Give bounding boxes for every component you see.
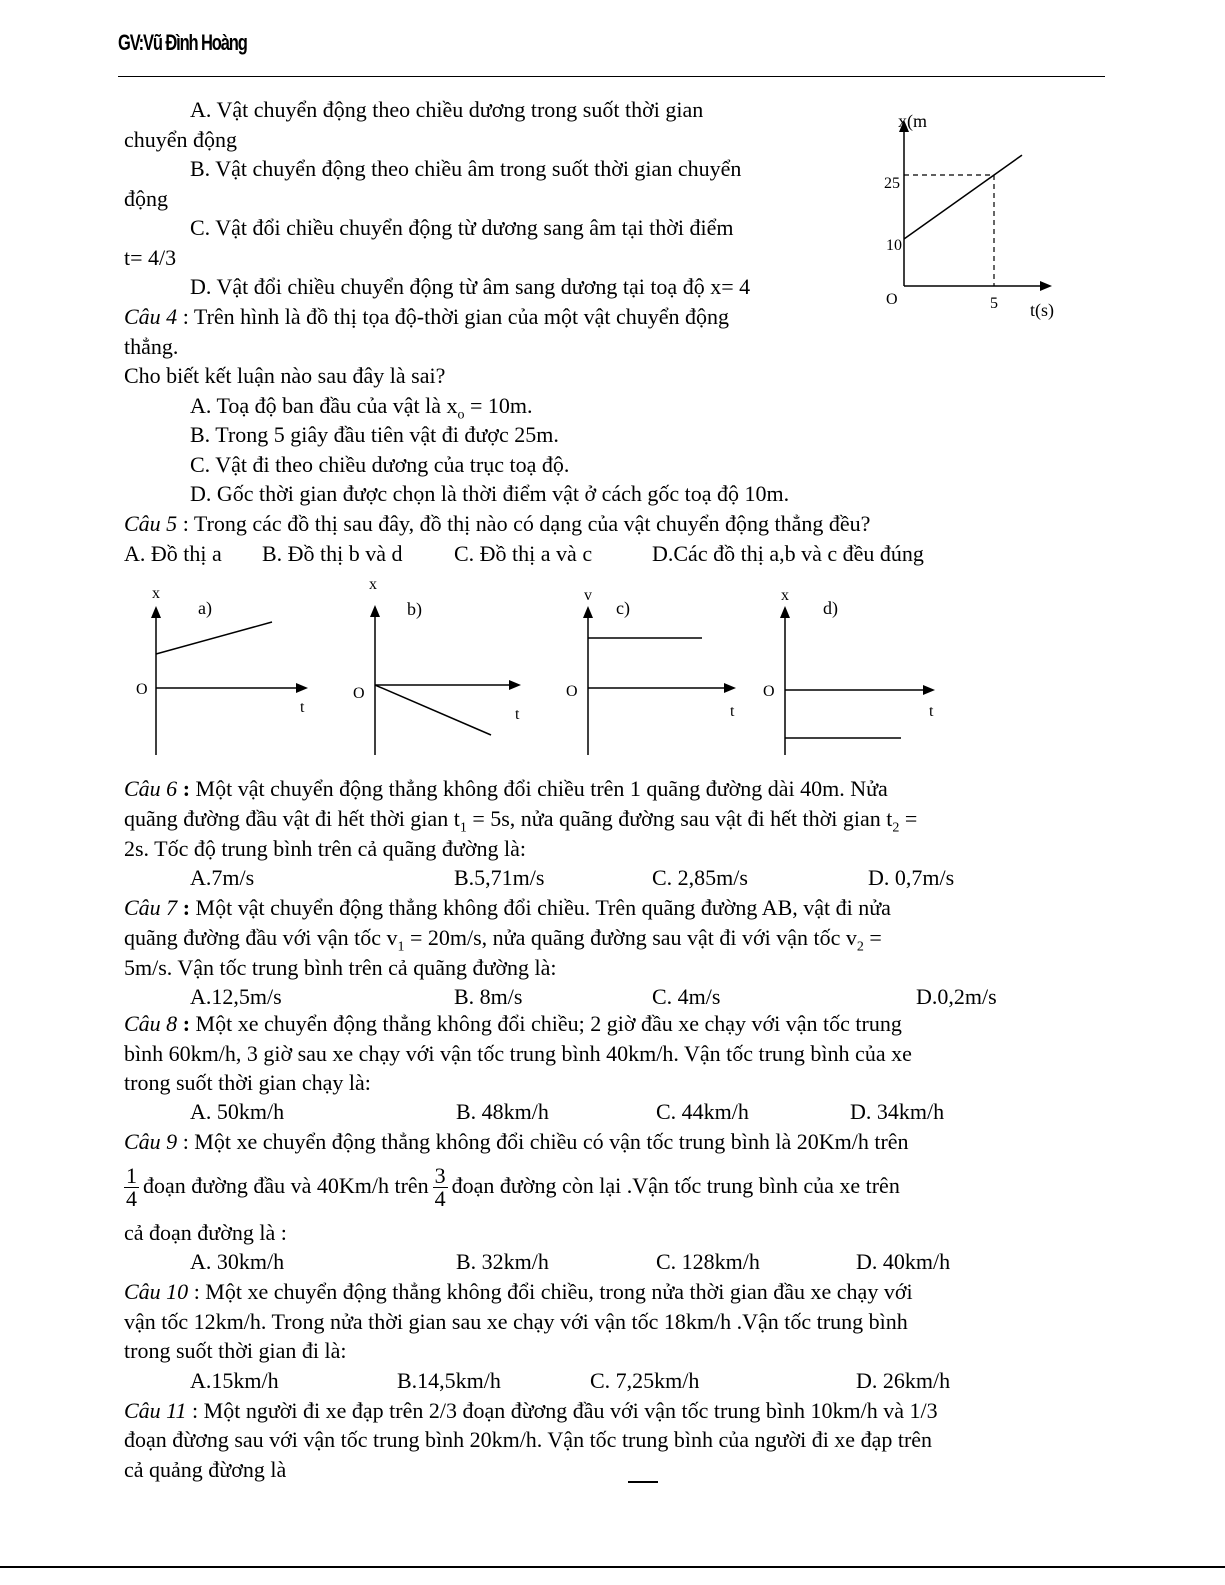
q4-option-a-sub: o [457,407,465,423]
q7-sub1: 1 [397,939,405,955]
q6-label: Câu 6 [124,776,178,801]
q11-label: Câu 11 [124,1398,187,1423]
q11-text-1-body: : Một người đi xe đạp trên 2/3 đoạn đừơng đầu với vận tốc trung bình 10km/h và 1/3 [186,1398,938,1423]
q4-text-2: thẳng. [124,334,179,359]
q9-text-2a: đoạn đường đầu và 40Km/h trên [143,1173,429,1198]
q9-option-c: C. 128km/h [656,1249,760,1274]
q5b-origin: O [353,685,365,702]
q8-text-1 [124,1011,902,1037]
q5d-y-label: x [781,587,789,604]
q5-text-body: : Trong các đồ thị sau đây, đồ thị nào có dạng của vật chuyển động thẳng đều? [177,511,871,536]
header-rule [118,76,1105,77]
q5d-y-arrow [780,606,790,618]
q5d-tag: d) [823,598,838,618]
q6-text-1-body: Một vật chuyển động thẳng không đổi chiều trên 1 quãng đường dài 40m. Nửa [190,776,888,801]
q5d-x-label: t [929,703,934,720]
q10-text-1 [124,1279,913,1305]
q9-fraction-2-num: 3 [434,1163,446,1189]
q4-text-3: Cho biết kết luận nào sau đây là sai? [124,363,446,388]
q4-option-a-pre: A. Toạ độ ban đầu của vật là x [190,393,458,418]
q8-option-a: A. 50km/h [190,1099,285,1124]
q9-text-1-body: : Một xe chuyển động thẳng không đổi chiều có vận tốc trung bình là 20Km/h trên [177,1129,909,1154]
q5c-y-label: v [584,587,592,604]
q10-option-c: C. 7,25km/h [590,1368,700,1393]
q6-text-3: 2s. Tốc độ trung bình trên cả quãng đường là: [124,836,526,861]
q3-option-a: A. Vật chuyển động theo chiều dương trong suốt thời gian [190,97,704,122]
q6-option-b: B.5,71m/s [454,865,545,890]
q5b-line [375,685,491,735]
q5c-tag: c) [616,598,630,618]
q6-option-d: D. 0,7m/s [868,865,955,890]
q5-graph-c [560,580,750,760]
q5c-x-label: t [730,703,735,720]
q7-option-b: B. 8m/s [454,984,523,1009]
q5b-x-arrow [509,680,521,690]
q9-option-b: B. 32km/h [456,1249,549,1274]
header-author: GV:Vũ Đình Hoàng [118,30,247,55]
q7-text-1 [124,895,891,921]
q9-fraction-1-num: 1 [126,1163,137,1189]
q5-option-c: C. Đồ thị a và c [454,541,593,566]
q4-option-b: B. Trong 5 giây đầu tiên vật đi được 25m. [190,422,559,447]
q4-option-c: C. Vật đi theo chiều dương của trục toạ độ. [190,452,570,477]
q9-fraction-1 [124,1165,139,1210]
q4-y-tick-low: 10 [886,237,902,254]
q5a-x-arrow [296,683,308,693]
q4-y-label: x(m [898,111,927,131]
q6-text-2a: quãng đường đầu vật đi hết thời gian t [124,806,460,831]
q7-text-2a: quãng đường đầu với vận tốc v [124,925,398,950]
q6-text-2b: = 5s, nửa quãng đường sau vật đi hết thời gian t [466,806,893,831]
q10-option-d: D. 26km/h [856,1368,951,1393]
q4-series-line [904,155,1022,239]
q6-text-2c: = [899,806,918,831]
q3-option-b: B. Vật chuyển động theo chiều âm trong suốt thời gian chuyển [190,156,742,181]
q4-x-label: t(s) [1030,300,1054,320]
q7-text-2c: = [863,925,882,950]
q9-fraction-1-den: 4 [126,1186,137,1212]
q10-text-3: trong suốt thời gian đi là: [124,1338,347,1363]
q9-fraction-2-den: 4 [434,1186,446,1212]
q8-label: Câu 8 [124,1011,178,1036]
q10-option-a: A.15km/h [190,1368,279,1393]
q8-colon: : [177,1011,191,1036]
q8-text-2: bình 60km/h, 3 giờ sau xe chạy với vận tốc trung bình 40km/h. Vận tốc trung bình của xe [124,1041,912,1066]
q6-option-c: C. 2,85m/s [652,865,748,890]
q4-text-1-body: : Trên hình là đồ thị tọa độ-thời gian của một vật chuyển động [177,304,729,329]
q5a-x-label: t [300,699,305,716]
q5b-tag: b) [407,599,422,619]
q9-text-1 [124,1129,909,1155]
q3-option-b-cont: động [124,186,168,211]
q4-label: Câu 4 [124,304,178,329]
q9-text-2b: đoạn đường còn lại .Vận tốc trung bình của xe trên [451,1173,900,1198]
q5a-y-arrow [151,606,161,618]
q8-text-1-body: Một xe chuyển động thẳng không đổi chiều; 2 giờ đầu xe chạy với vận tốc trung [190,1011,902,1036]
q11-text-2: đoạn đừơng sau với vận tốc trung bình 20km/h. Vận tốc trung bình của người đi xe đạp trên [124,1427,933,1452]
q9-text-3: cả đoạn đường là : [124,1220,287,1245]
q10-text-1-body: : Một xe chuyển động thẳng không đổi chiều, trong nửa thời gian đầu xe chạy với [188,1279,913,1304]
q4-option-d: D. Gốc thời gian được chọn là thời điểm vật ở cách gốc toạ độ 10m. [190,481,790,506]
q11-text-1 [124,1398,938,1424]
q7-text-1-body: Một vật chuyển động thẳng không đổi chiều. Trên quãng đường AB, vật đi nửa [190,895,891,920]
q4-x-arrow [1040,281,1052,291]
q5b-y-label: x [369,576,377,593]
q4-graph [870,100,1080,330]
q4-text-1 [124,304,729,330]
q5a-tag: a) [198,598,212,618]
q5-graph-a [130,580,320,760]
q5-graph-b [345,575,535,760]
q8-text-3: trong suốt thời gian chạy là: [124,1070,371,1095]
q5-option-b: B. Đồ thị b và d [262,541,403,566]
q5-text [124,511,870,537]
q7-sub2: 2 [856,939,864,955]
q6-colon: : [177,776,191,801]
q7-label: Câu 7 [124,895,178,920]
q5b-y-arrow [370,605,380,617]
q3-option-c-cont: t= 4/3 [124,245,177,270]
q6-sub2: 2 [892,820,900,836]
q7-colon: : [177,895,191,920]
q6-sub1: 1 [459,820,467,836]
q5-label: Câu 5 [124,511,178,536]
q10-text-2: vận tốc 12km/h. Trong nửa thời gian sau xe chạy với vận tốc 18km/h .Vận tốc trung bình [124,1309,908,1334]
q5a-line [156,622,272,654]
q8-option-d: D. 34km/h [850,1099,945,1124]
q11-text-3: cả quảng đừơng là [124,1457,287,1482]
q9-fraction-2 [433,1165,448,1210]
q7-option-d: D.0,2m/s [916,984,997,1009]
q5-option-d: D.Các đồ thị a,b và c đều đúng [652,541,924,566]
q5d-x-arrow [923,685,935,695]
q9-text-2 [120,1162,900,1210]
q7-text-3: 5m/s. Vận tốc trung bình trên cả quãng đường là: [124,955,557,980]
footer-rule [0,1566,1225,1568]
q4-y-tick-high: 25 [884,175,900,192]
q5-option-a: A. Đồ thị a [124,541,222,566]
q5b-x-label: t [515,706,520,723]
q5d-origin: O [763,683,775,700]
q9-option-a: A. 30km/h [190,1249,285,1274]
q3-option-a-cont: chuyển động [124,127,238,152]
q9-label: Câu 9 [124,1129,178,1154]
q5-graph-d [755,580,955,760]
q3-option-c: C. Vật đổi chiều chuyển động từ dương sang âm tại thời điểm [190,215,734,240]
q5c-origin: O [566,683,578,700]
q3-option-d: D. Vật đổi chiều chuyển động từ âm sang dương tại toạ độ x= 4 [190,274,751,299]
q6-option-a: A.7m/s [190,865,255,890]
q5c-x-arrow [724,683,736,693]
q10-label: Câu 10 [124,1279,189,1304]
q7-text-2b: = 20m/s, nửa quãng đường sau vật đi với vận tốc v [404,925,857,950]
q8-option-c: C. 44km/h [656,1099,749,1124]
q5a-origin: O [136,681,148,698]
q7-option-a: A.12,5m/s [190,984,282,1009]
q8-option-b: B. 48km/h [456,1099,549,1124]
q10-option-b: B.14,5km/h [397,1368,501,1393]
q4-option-a-post: = 10m. [464,393,533,418]
q9-option-d: D. 40km/h [856,1249,951,1274]
q4-origin: O [886,291,898,308]
q6-text-1 [124,776,888,802]
q5c-y-arrow [583,606,593,618]
stray-mark [628,1481,658,1483]
q4-x-tick: 5 [990,295,998,312]
q7-option-c: C. 4m/s [652,984,721,1009]
q5a-y-label: x [152,585,160,602]
